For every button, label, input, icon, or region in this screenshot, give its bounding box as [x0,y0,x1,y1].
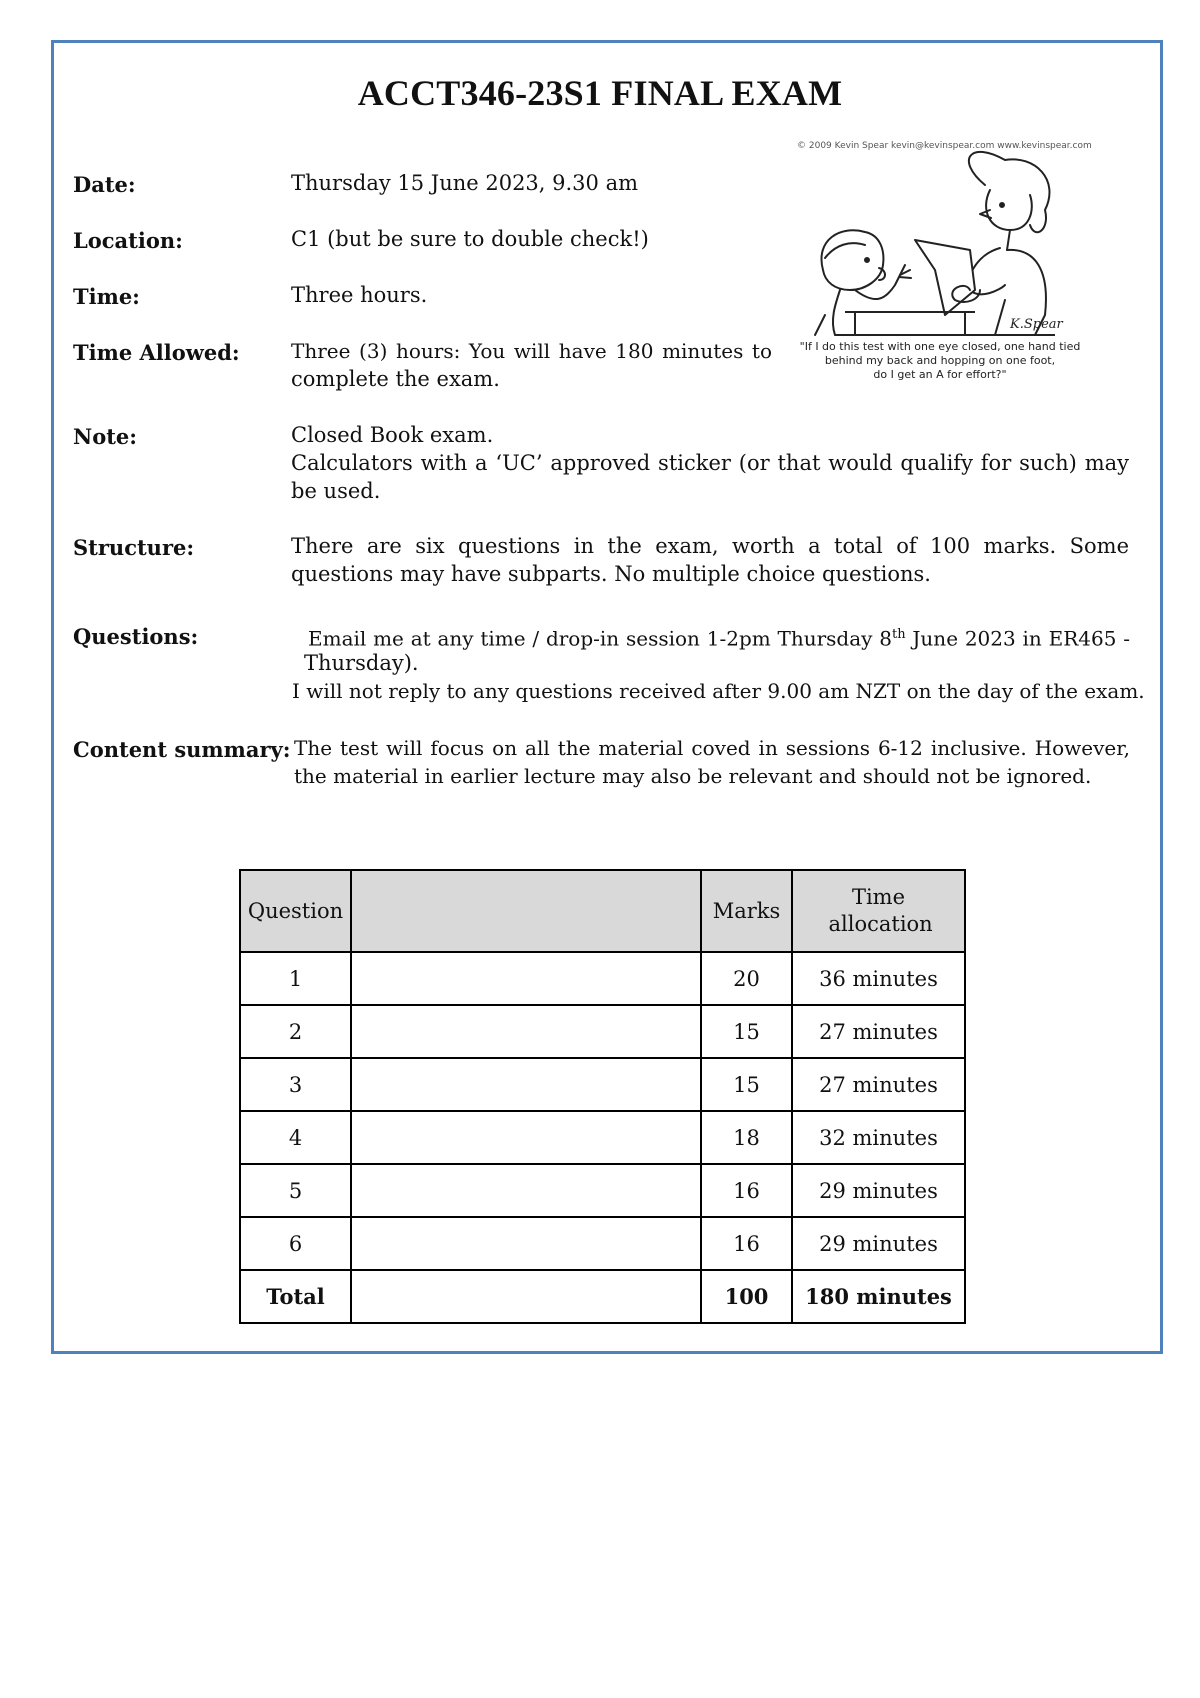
time-allowed-line1: Three (3) hours: You will have 180 minutes to [291,339,772,363]
time-allowed-label: Time Allowed: [73,340,240,365]
question-time: 27 minutes [792,1058,965,1111]
question-time: 32 minutes [792,1111,965,1164]
location-value: C1 (but be sure to double check!) [291,227,649,251]
date-label: Date: [73,172,136,197]
questions-line2: Thursday). [304,651,419,675]
cartoon-caption-line1: "If I do this test with one eye closed, one hand tied [799,340,1081,353]
cartoon-caption-line2: behind my back and hopping on one foot, [824,354,1056,367]
question-time: 29 minutes [792,1217,965,1270]
question-topic [351,952,701,1005]
total-time: 180 minutes [792,1270,965,1323]
cartoon-credit: © 2009 Kevin Spear kevin@kevinspear.com www.kevinspear.com [797,141,1092,151]
table-header-row [240,870,965,952]
question-marks: 15 [701,1005,792,1058]
question-marks: 20 [701,952,792,1005]
time-allowed-line2: complete the exam. [291,367,500,391]
question-marks: 16 [701,1217,792,1270]
question-marks: 16 [701,1164,792,1217]
question-number: 1 [240,952,351,1005]
table-row [240,1111,965,1164]
cartoon-signature: K.Spear [1010,317,1063,332]
question-topic [351,1111,701,1164]
date-value: Thursday 15 June 2023, 9.30 am [291,171,639,195]
note-label: Note: [73,424,138,449]
page-title: ACCT346-23S1 FINAL EXAM [357,73,843,113]
question-topic [351,1217,701,1270]
content-summary-label: Content summary: [73,737,291,762]
header-time-allocation: Time allocation [792,870,965,952]
table-total-row [240,1270,965,1323]
table-row [240,1005,965,1058]
table-row [240,1058,965,1111]
question-topic [351,1005,701,1058]
question-time: 29 minutes [792,1164,965,1217]
questions-line3: I will not reply to any questions received after 9.00 am NZT on the day of the exam. [292,679,1145,703]
question-topic [351,1164,701,1217]
header-topic [351,870,701,952]
questions-line1: Email me at any time / drop-in session 1-2pm Thursday 8th June 2023 in ER465 - [308,626,1131,651]
question-time: 27 minutes [792,1005,965,1058]
question-number: 3 [240,1058,351,1111]
header-question: Question [240,870,351,952]
question-number: 4 [240,1111,351,1164]
note-line1: Closed Book exam. [291,423,494,447]
time-value: Three hours. [291,283,428,307]
question-marks: 18 [701,1111,792,1164]
question-topic [351,1058,701,1111]
question-time: 36 minutes [792,952,965,1005]
cartoon-illustration [795,140,1095,390]
note-line2: Calculators with a ‘UC’ approved sticker (or that would qualify for such) may be used. [291,451,1129,503]
question-number: 5 [240,1164,351,1217]
total-label: Total [240,1270,351,1323]
location-label: Location: [73,228,183,253]
table-row [240,1164,965,1217]
questions-label: Questions: [73,624,199,649]
table-row [240,952,965,1005]
cartoon-caption-line3: do I get an A for effort?" [873,368,1007,381]
total-topic [351,1270,701,1323]
total-marks: 100 [701,1270,792,1323]
marks-table [239,869,966,1324]
question-number: 6 [240,1217,351,1270]
header-marks: Marks [701,870,792,952]
question-marks: 15 [701,1058,792,1111]
question-number: 2 [240,1005,351,1058]
structure-label: Structure: [73,535,195,560]
content-summary-value: The test will focus on all the material coved in sessions 6-12 inclusive. However, the material in earlier lecture may also be relevant and should not be ignored. [294,736,1130,788]
time-label: Time: [73,284,140,309]
table-row [240,1217,965,1270]
structure-value: There are six questions in the exam, worth a total of 100 marks. Some questions may have subparts. No multiple choice questions. [291,534,1129,586]
